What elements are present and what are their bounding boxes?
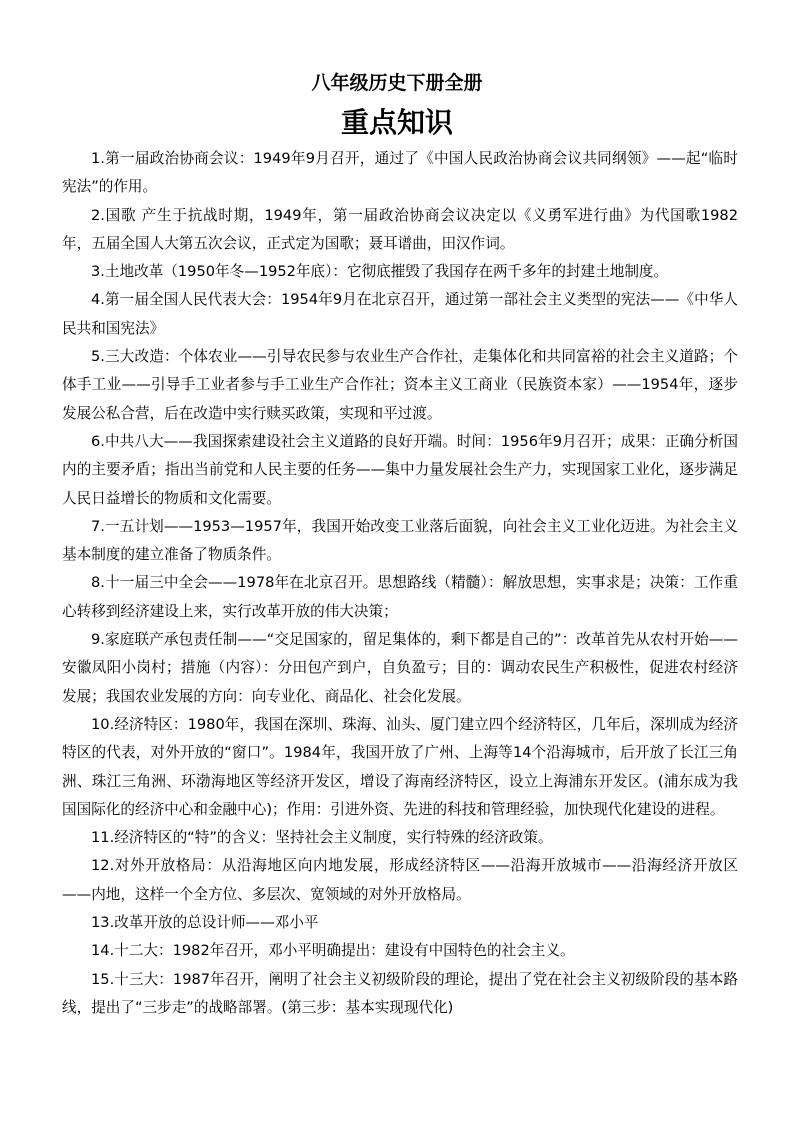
paragraph-7: 7.一五计划——1953—1957年，我国开始改变工业落后面貌，向社会主义工业化迈进。为社会主义基本制度的建立准备了物质条件。: [62, 517, 738, 564]
paragraph-13: 13.改革开放的总设计师——邓小平: [91, 914, 319, 932]
document-title: 八年级历史下册全册: [311, 72, 483, 94]
paragraph-10: 10.经济特区：1980年，我国在深圳、珠海、汕头、厦门建立四个经济特区，几年后，深圳成为经济特区的代表，对外开放的“窗口”。1984年，我国开放了广州、上海等14个沿海城市，后开放了长江三角洲、珠江三角洲、环渤海地区等经济开发区，增设了海南经济特区，设立上海浦东开发区。(浦东成为我国国际化的经济中心和金融中心)；作用：引进外资、先进的科技和管理经验，加快现代化建设的进程。: [62, 715, 738, 818]
document-body: [62, 145, 738, 1022]
document-subtitle: 重点知识: [340, 106, 453, 139]
paragraph-11: 11.经济特区的“特”的含义：坚持社会主义制度，实行特殊的经济政策。: [91, 829, 553, 847]
paragraph-3: 3.土地改革（1950年冬—1952年底）：它彻底摧毁了我国存在两千多年的封建土地制度。: [91, 263, 669, 281]
paragraph-12: 12.对外开放格局：从沿海地区向内地发展，形成经济特区——沿海开放城市——沿海经济开放区——内地，这样一个全方位、多层次、宽领域的对外开放格局。: [62, 857, 738, 903]
paragraph-4: 4.第一届全国人民代表大会：1954年9月在北京召开，通过第一部社会主义类型的宪法——《中华人民共和国宪法》: [62, 291, 738, 337]
paragraph-1: 1.第一届政治协商会议：1949年9月召开，通过了《中国人民政治协商会议共同纲领》——起“临时宪法”的作用。: [62, 150, 738, 196]
paragraph-9: 9.家庭联产承包责任制——“交足国家的，留足集体的，剩下都是自己的”：改革首先从农村开始—— 安徽凤阳小岗村；措施（内容）：分田包产到户，自负盈亏；目的：调动农民生产积极性，促进农村经济发展；我国农业发展的方向：向专业化、商品化、社会化发展。: [62, 631, 738, 705]
paragraph-14: 14.十二大：1982年召开，邓小平明确提出：建设有中国特色的社会主义。: [91, 942, 575, 960]
paragraph-15: 15.十三大：1987年召开，阐明了社会主义初级阶段的理论，提出了党在社会主义初级阶段的基本路线，提出了“三步走”的战略部署。(第三步：基本实现现代化): [62, 970, 738, 1016]
paragraph-2: 2.国歌 产生于抗战时期，1949年，第一届政治协商会议决定以《义勇军进行曲》为代国歌1982年，五届全国人大第五次会议，正式定为国歌；聂耳谱曲，田汉作词。: [62, 206, 738, 252]
paragraph-6: 6.中共八大——我国探索建设社会主义道路的良好开端。时间：1956年9月召开；成果：正确分析国内的主要矛盾；指出当前党和人民主要的任务——集中力量发展社会生产力，实现国家工业化，逐步满足人民日益增长的物质和文化需要。: [62, 432, 738, 507]
paragraph-5: 5.三大改造：个体农业——引导农民参与农业生产合作社，走集体化和共同富裕的社会主义道路；个体手工业——引导手工业者参与手工业生产合作社；资本主义工商业（民族资本家）——1954年，逐步发展公私合营，后在改造中实行赎买政策，实现和平过渡。: [62, 348, 738, 422]
paragraph-8: 8.十一届三中全会——1978年在北京召开。思想路线（精髓）：解放思想，实事求是；决策：工作重心转移到经济建设上来，实行改革开放的伟大决策；: [62, 574, 738, 620]
